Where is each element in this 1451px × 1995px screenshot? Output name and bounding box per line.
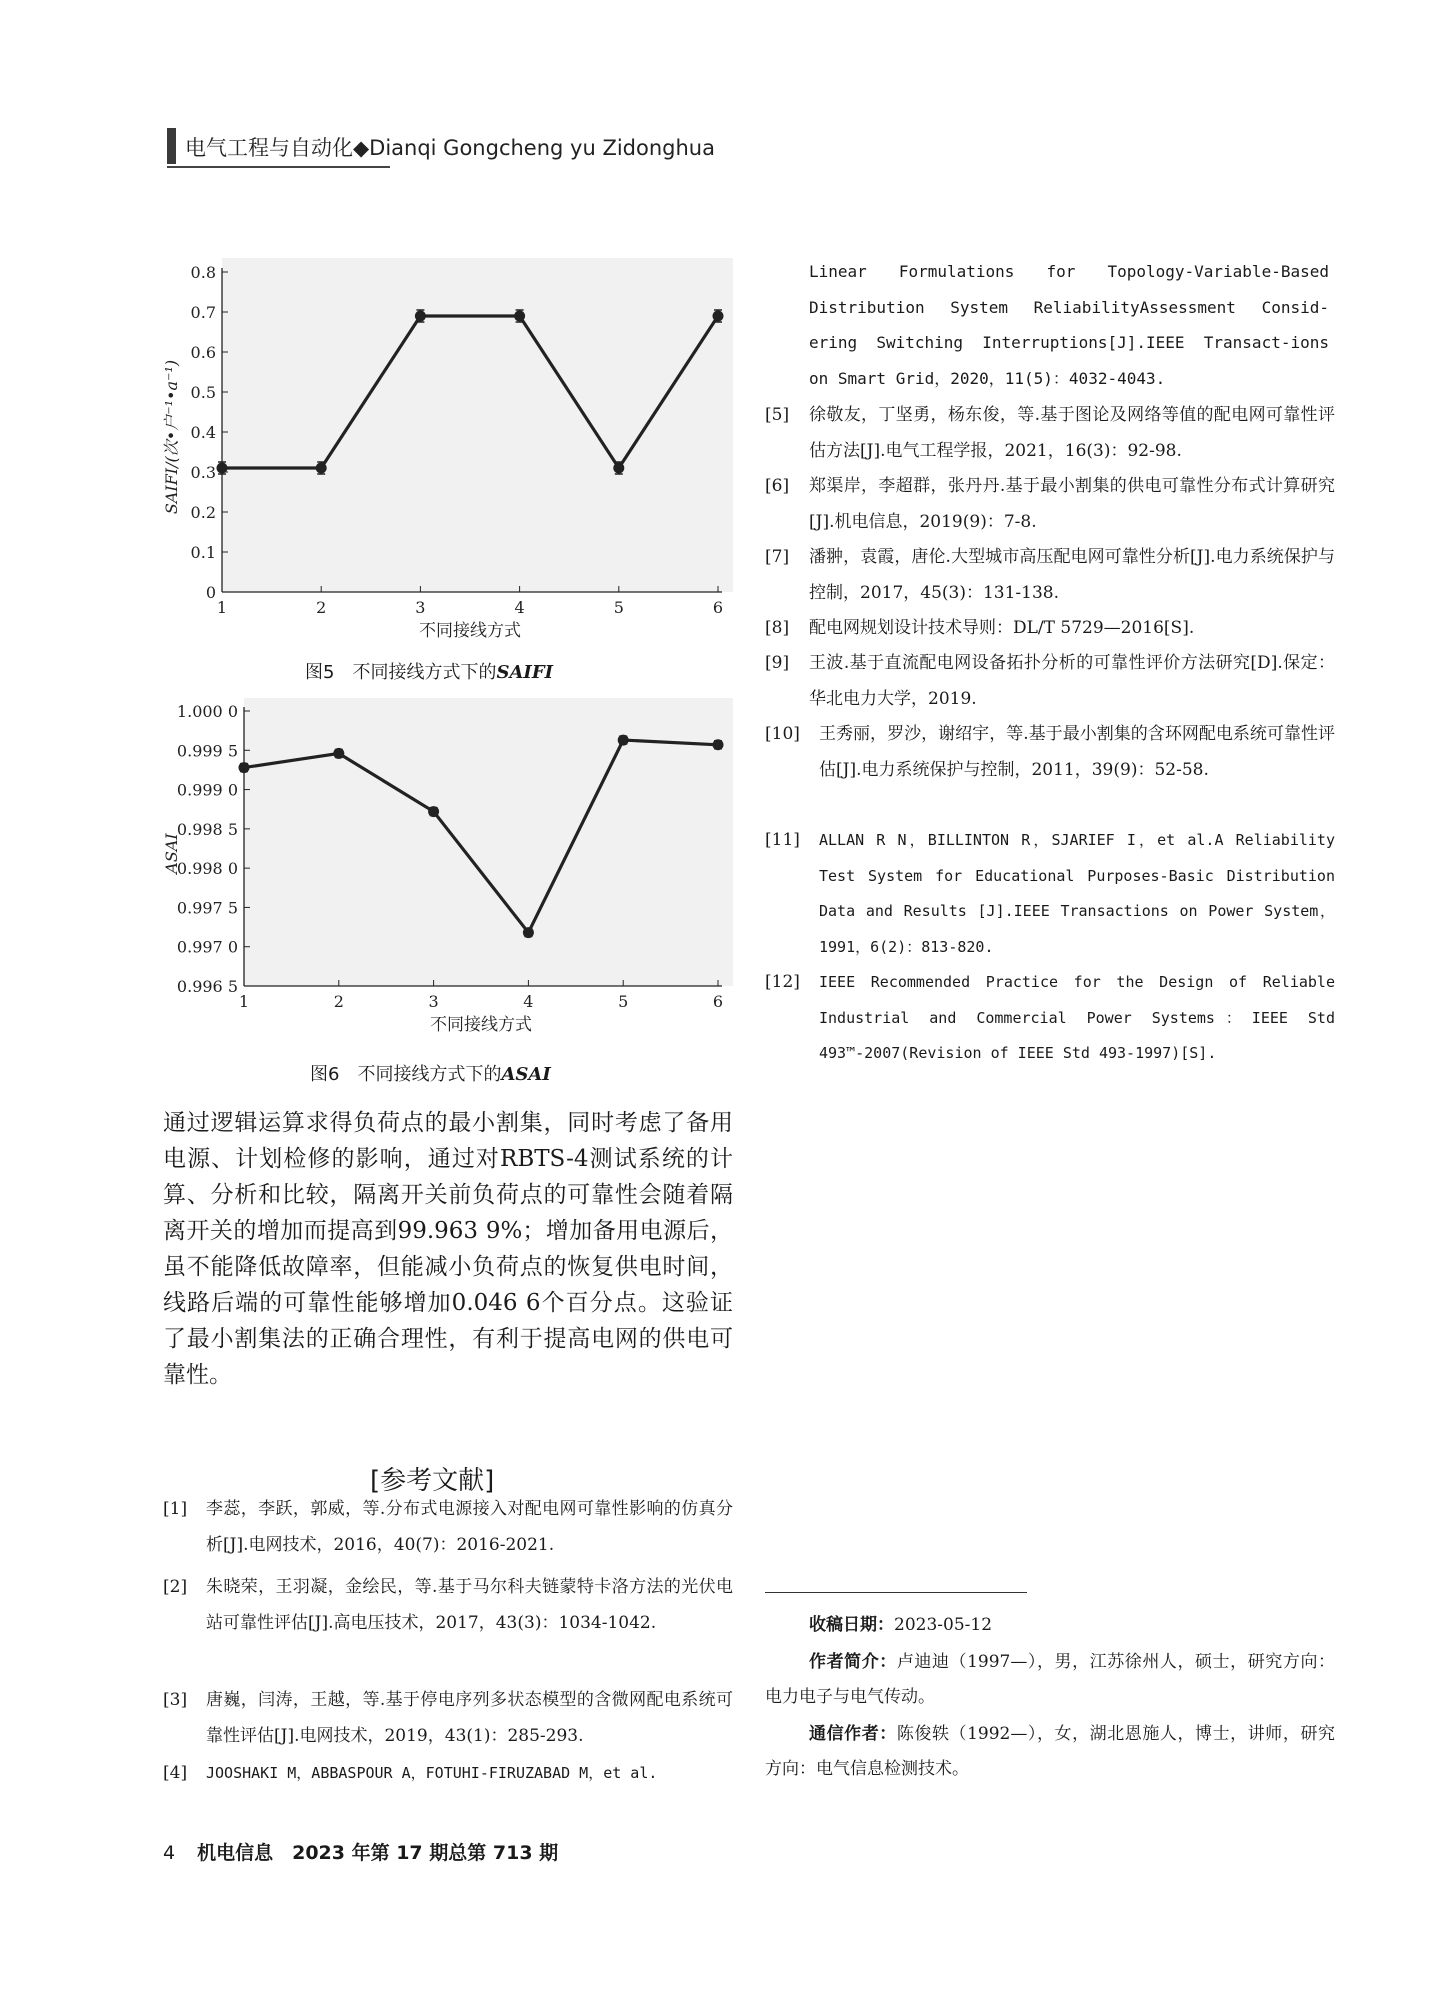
x-tick-label: 5 (618, 992, 629, 1011)
reference-text: 朱晓荣，王羽凝，金绘民，等.基于马尔科夫链蒙特卡洛方法的光伏电站可靠性评估[J].高电压技术，2017，43(3)：1034-1042. (206, 1577, 733, 1633)
y-tick-label: 0.997 5 (176, 898, 238, 918)
y-tick-label: 0.1 (190, 543, 216, 562)
y-tick-label: 0.2 (190, 503, 216, 522)
figure-6-caption-var: ASAI (501, 1064, 551, 1085)
data-point (428, 806, 439, 817)
plot-background (222, 258, 733, 592)
reference-number: [3] (163, 1690, 188, 1710)
author-info: 卢迪迪（1997—），男，江苏徐州人，硕士，研究方向：电力电子与电气传动。 (765, 1652, 1336, 1707)
reference-number: [4] (163, 1763, 188, 1783)
header-journal-pinyin: Dianqi Gongcheng yu Zidonghua (369, 136, 715, 160)
y-tick-label: 0.4 (190, 423, 216, 442)
reference-number: [2] (163, 1577, 188, 1597)
x-tick-label: 4 (523, 992, 534, 1011)
figure-5-caption-prefix: 图5 不同接线方式下的 (305, 662, 497, 683)
figure-5-caption (305, 658, 553, 684)
reference-number: [6] (765, 476, 790, 496)
data-point (217, 463, 228, 474)
figure-6-chart (158, 698, 733, 1054)
y-axis-title: ASAI (162, 833, 181, 874)
reference-number: [7] (765, 547, 790, 567)
reference-text: 王波.基于直流配电网设备拓扑分析的可靠性评价方法研究[D].保定：华北电力大学，2019. (809, 653, 1335, 709)
x-tick-label: 1 (216, 598, 228, 617)
x-tick-label: 3 (415, 598, 426, 617)
corresponding-label: 通信作者： (809, 1724, 897, 1744)
x-tick-label: 1 (238, 992, 250, 1011)
data-point (415, 311, 426, 322)
saifi-chart-svg (158, 258, 733, 650)
reference-text: 潘翀，袁霞，唐伦.大型城市高压配电网可靠性分析[J].电力系统保护与控制，2017，45(3)：131-138. (809, 547, 1335, 603)
y-tick-label: 0.7 (190, 303, 216, 322)
data-point (618, 735, 629, 746)
y-tick-label: 1.000 0 (176, 702, 238, 721)
corresponding-info: 陈俊轶（1992—），女，湖北恩施人，博士，讲师，研究方向：电气信息检测技术。 (765, 1724, 1336, 1779)
footnote-author (765, 1645, 1335, 1715)
reference-text: 唐巍，闫涛，王越，等.基于停电序列多状态模型的含微网配电系统可靠性评估[J].电网技术，2019，43(1)：285-293. (206, 1690, 733, 1746)
x-tick-label: 3 (428, 992, 439, 1011)
received-label: 收稿日期： (809, 1615, 894, 1635)
reference-number: [12] (765, 972, 800, 992)
reference-4-continuation: Linear Formulations for Topology-Variable-Based Distribution System ReliabilityAssessment Consid-ering Switching Interruptions[J].IEEE Transact-ions on Smart Grid，2020，11(5)：4032-4043. (809, 262, 1329, 388)
figure-5-caption-var: SAIFI (496, 662, 554, 683)
reference-number: [11] (765, 830, 800, 850)
y-tick-label: 0.997 0 (176, 937, 238, 957)
x-tick-label: 4 (514, 598, 525, 617)
y-tick-label: 0.5 (190, 383, 216, 402)
conclusion-paragraph: 通过逻辑运算求得负荷点的最小割集，同时考虑了备用电源、计划检修的影响，通过对RBTS-4测试系统的计算、分析和比较，隔离开关前负荷点的可靠性会随着隔离开关的增加而提高到99.963 9%；增加备用电源后，虽不能降低故障率，但能减小负荷点的恢复供电时间，线路后端的可靠性能够增加0.046 6个百分点。这验证了最小割集法的正确合理性，有利于提高电网的供电可靠性。 (163, 1110, 733, 1388)
reference-number: [10] (765, 724, 800, 744)
reference-number: [9] (765, 653, 790, 673)
y-tick-label: 0.996 5 (176, 977, 238, 996)
data-point (239, 762, 250, 773)
header-title (185, 132, 715, 162)
reference-number: [1] (163, 1499, 188, 1519)
reference-text: JOOSHAKI M，ABBASPOUR A，FOTUHI-FIRUZABAD M，et al. (206, 1764, 658, 1782)
data-point (316, 463, 327, 474)
reference-text: 王秀丽，罗沙，谢绍宇，等.基于最小割集的含环网配电系统可靠性评估[J].电力系统保护与控制，2011，39(9)：52-58. (819, 724, 1335, 780)
y-tick-label: 0.998 0 (176, 859, 238, 879)
footnote-rule (765, 1592, 1027, 1593)
header-rule (167, 166, 390, 168)
reference-text: IEEE Recommended Practice for the Design of Reliable Industrial and Commercial Power Systems：IEEE Std 493™-2007(Revision of IEEE Std 493-1997)[S]. (819, 973, 1335, 1062)
page-number: 4 (163, 1842, 176, 1864)
y-axis-title: SAIFI/(次•户⁻¹•a⁻¹) (162, 359, 181, 515)
y-tick-label: 0.6 (190, 343, 216, 362)
reference-number: [5] (765, 405, 790, 425)
footnote-received (809, 1608, 992, 1643)
reference-text: 配电网规划设计技术导则：DL/T 5729—2016[S]. (809, 618, 1195, 638)
header-journal-cn: 电气工程与自动化 (185, 136, 353, 160)
y-tick-label: 0 (205, 583, 216, 602)
y-tick-label: 0.999 5 (176, 741, 238, 761)
data-point (333, 748, 344, 759)
header-diamond-icon: ◆ (353, 136, 370, 160)
figure-5-chart (158, 258, 733, 654)
data-point (713, 739, 724, 750)
x-tick-label: 6 (712, 598, 724, 617)
asai-chart-svg (158, 698, 733, 1050)
reference-text: 李蕊，李跃，郭威，等.分布式电源接入对配电网可靠性影响的仿真分析[J].电网技术，2016，40(7)：2016-2021. (206, 1499, 733, 1555)
reference-text: ALLAN R N，BILLINTON R，SJARIEF I，et al.A Reliability Test System for Educational Purposes-Basic Distribution Data and Results [J].IEEE Transactions on Power System，1991，6(2)：813-820. (819, 831, 1335, 956)
y-tick-label: 0.3 (190, 463, 216, 482)
x-tick-label: 6 (712, 992, 724, 1011)
issue-info: 机电信息 2023 年第 17 期总第 713 期 (197, 1842, 559, 1864)
data-point (514, 311, 525, 322)
references-title: [参考文献] (370, 1466, 495, 1496)
x-tick-label: 2 (333, 992, 344, 1011)
author-label: 作者简介： (809, 1652, 897, 1672)
data-point (713, 311, 724, 322)
data-point (613, 463, 624, 474)
y-tick-label: 0.8 (190, 263, 216, 282)
figure-6-caption (310, 1060, 551, 1086)
data-point (523, 927, 534, 938)
page-footer (163, 1838, 558, 1865)
x-axis-title: 不同接线方式 (419, 621, 521, 641)
x-axis-title: 不同接线方式 (430, 1015, 532, 1035)
reference-text: 郑渠岸，李超群，张丹丹.基于最小割集的供电可靠性分布式计算研究[J].机电信息，2019(9)：7-8. (809, 476, 1335, 532)
figure-6-caption-prefix: 图6 不同接线方式下的 (310, 1064, 502, 1085)
footnote-corresponding (765, 1717, 1335, 1787)
received-date: 2023-05-12 (894, 1615, 993, 1635)
y-tick-label: 0.998 5 (176, 819, 238, 839)
header-bar (167, 128, 176, 164)
x-tick-label: 5 (613, 598, 624, 617)
reference-text: 徐敬友，丁坚勇，杨东俊，等.基于图论及网络等值的配电网可靠性评估方法[J].电气工程学报，2021，16(3)：92-98. (809, 405, 1335, 461)
reference-number: [8] (765, 618, 790, 638)
x-tick-label: 2 (316, 598, 327, 617)
y-tick-label: 0.999 0 (176, 780, 238, 800)
